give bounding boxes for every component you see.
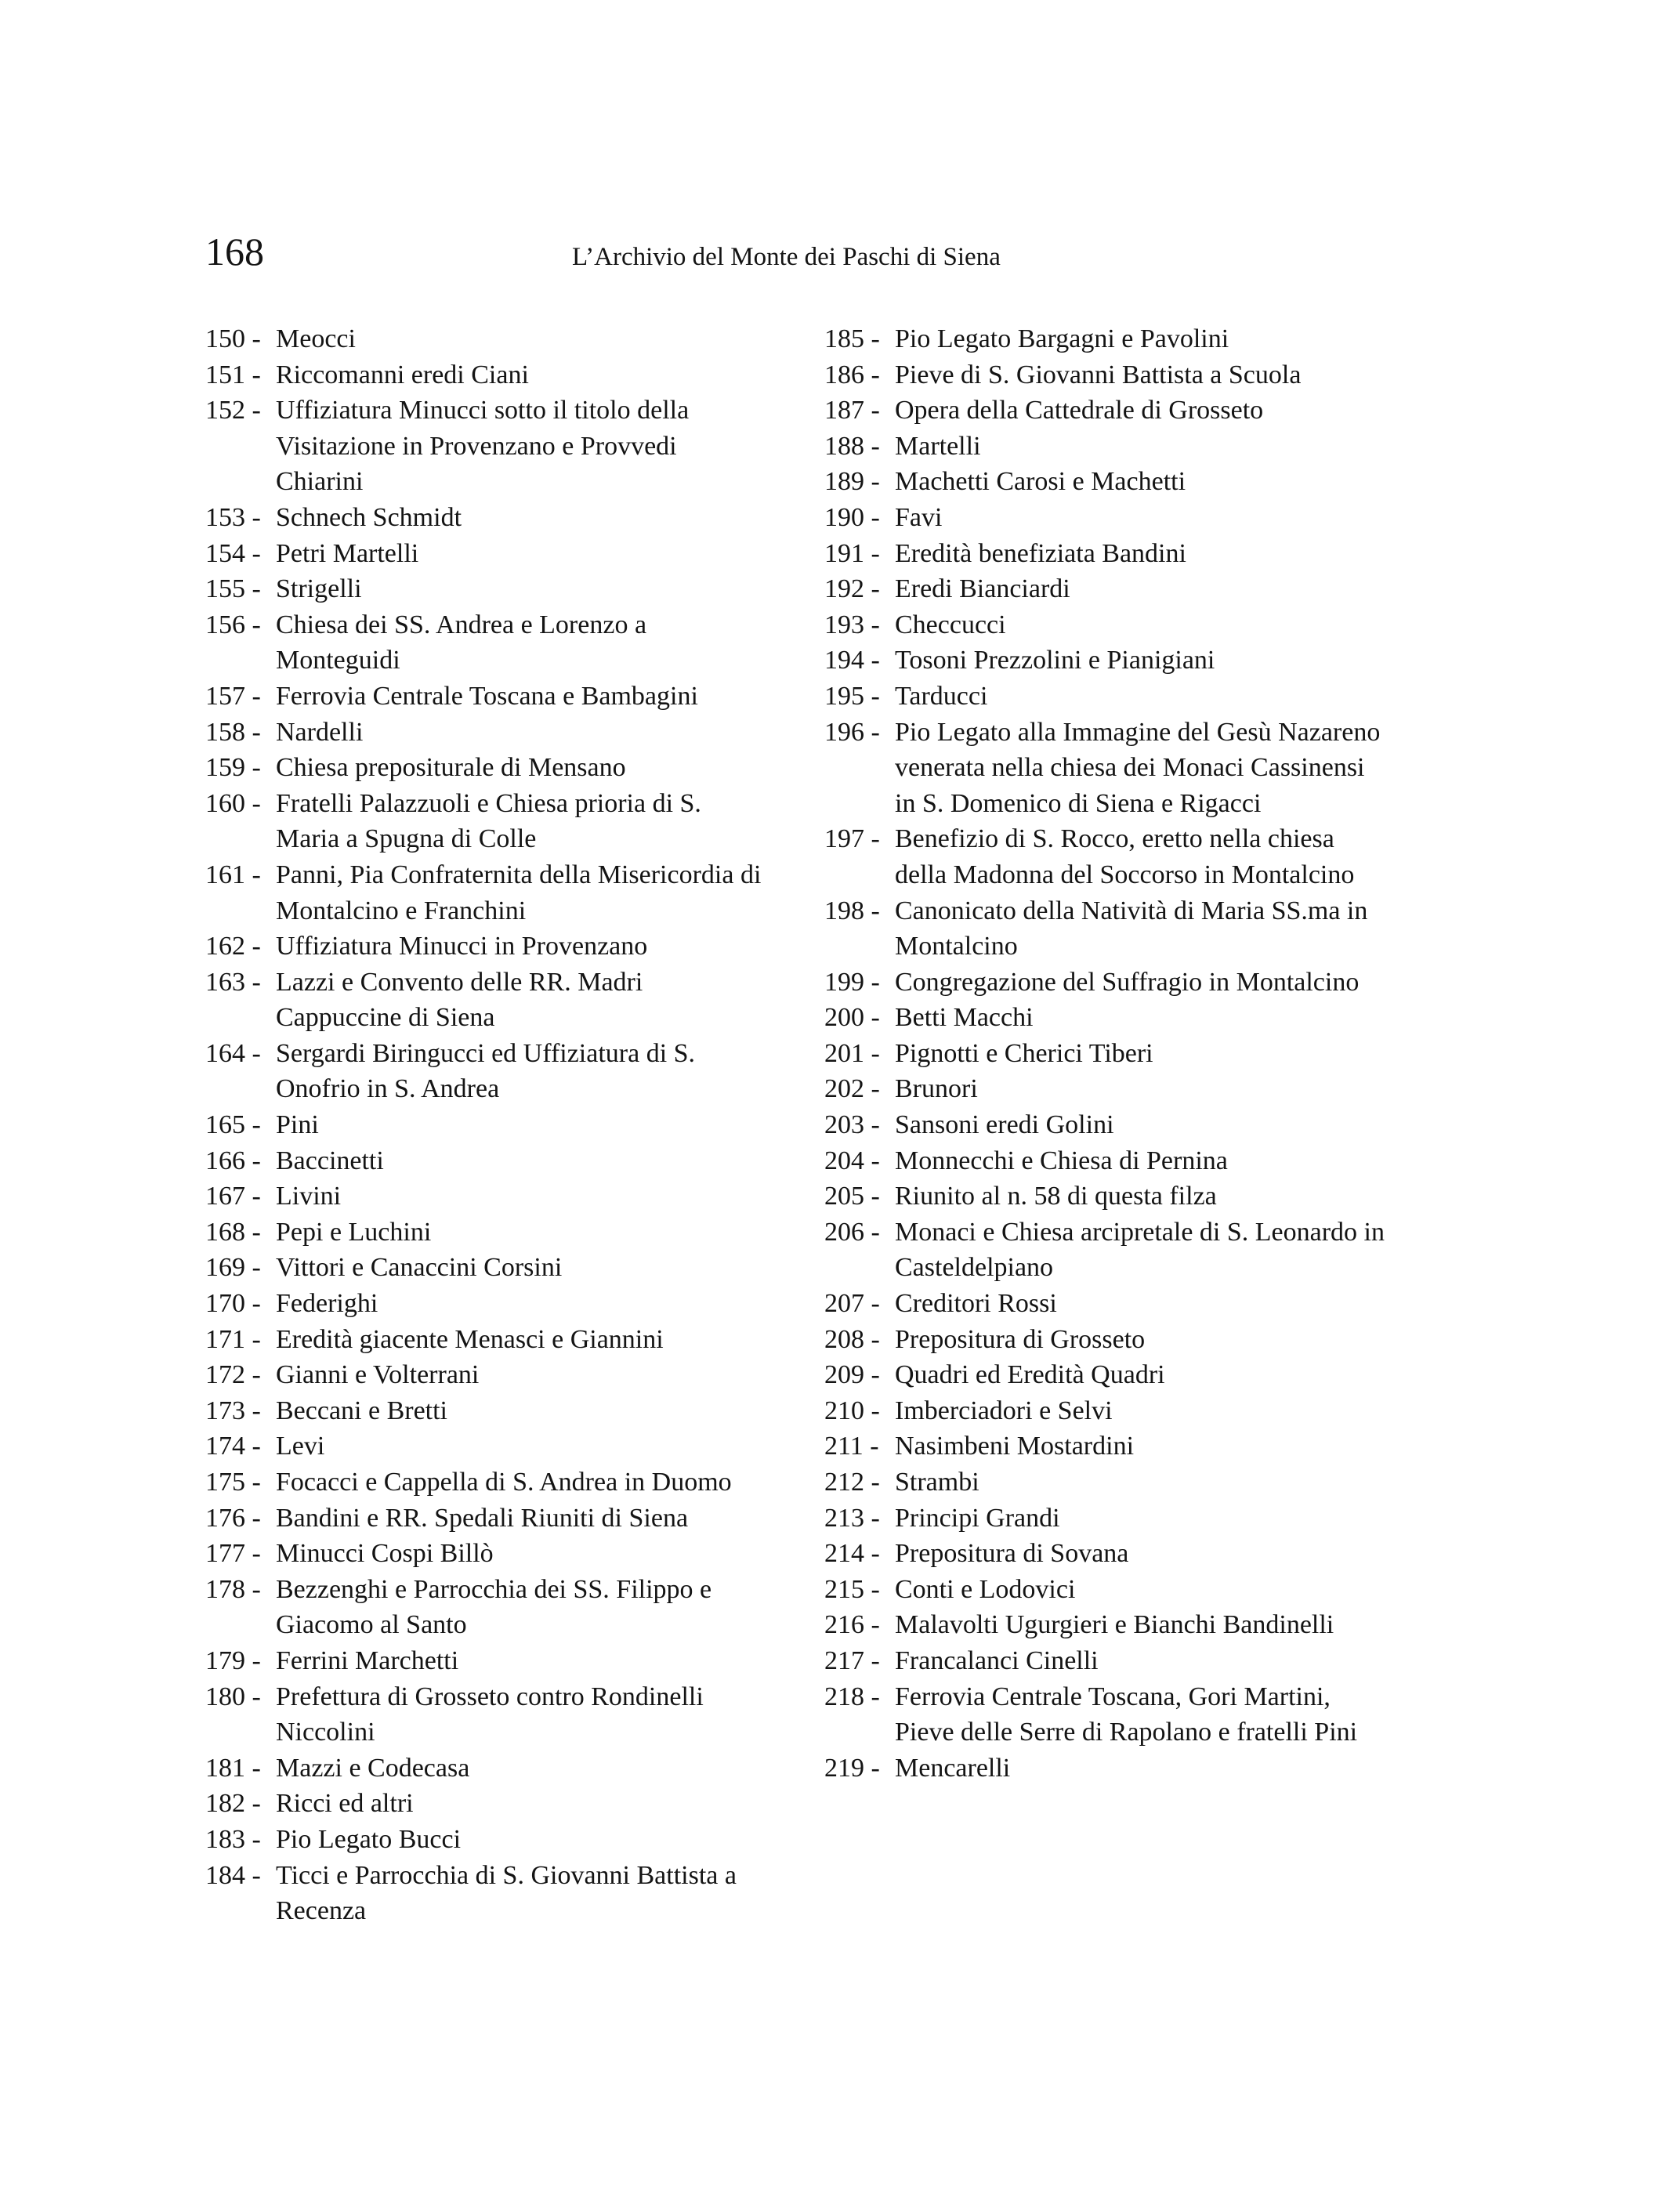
list-item — [824, 1572, 1389, 1608]
list-item — [824, 1357, 1389, 1393]
list-item — [205, 1036, 763, 1107]
entry-title: Beccani e Bretti — [276, 1396, 448, 1425]
entry-number: 185 - — [824, 324, 880, 353]
entry-title: Pini — [276, 1110, 319, 1140]
entry-number: 210 - — [824, 1396, 880, 1425]
list-item — [205, 679, 763, 715]
entry-number: 155 - — [205, 574, 261, 604]
list-item — [205, 1215, 763, 1251]
entry-title: Fratelli Palazzuoli e Chiesa prioria di S. Maria a Spugna di Colle — [276, 788, 701, 854]
entry-title: Prefettura di Grosseto contro Rondinelli Niccolini — [276, 1682, 704, 1747]
entry-number: 211 - — [824, 1432, 879, 1461]
list-item — [205, 1143, 763, 1179]
list-item — [824, 1000, 1389, 1036]
list-item — [824, 1071, 1389, 1107]
list-item — [205, 1357, 763, 1393]
entry-number: 186 - — [824, 360, 880, 389]
list-item — [824, 571, 1389, 607]
entry-number: 160 - — [205, 788, 261, 818]
entry-title: Tarducci — [895, 681, 988, 711]
list-item — [824, 357, 1389, 393]
entry-number: 165 - — [205, 1110, 261, 1140]
entry-number: 169 - — [205, 1253, 261, 1283]
entry-title: Creditori Rossi — [895, 1289, 1057, 1319]
entry-number: 187 - — [824, 396, 880, 425]
list-item — [824, 393, 1389, 429]
entry-number: 158 - — [205, 717, 261, 747]
running-title: L’Archivio del Monte dei Paschi di Siena — [572, 243, 1001, 271]
entry-number: 150 - — [205, 324, 261, 353]
entry-title: Livini — [276, 1182, 342, 1211]
entry-number: 218 - — [824, 1682, 880, 1711]
list-item — [205, 607, 763, 679]
list-item — [205, 1107, 763, 1143]
list-item — [824, 1322, 1389, 1358]
list-item — [824, 1036, 1389, 1072]
entry-number: 192 - — [824, 574, 880, 604]
entry-number: 197 - — [824, 824, 880, 854]
entry-title: Prepositura di Grosseto — [895, 1324, 1146, 1354]
list-item — [205, 750, 763, 786]
left-column-list — [205, 321, 763, 1929]
list-item — [824, 1750, 1389, 1787]
entry-title: Pio Legato alla Immagine del Gesù Nazareno venerata nella chiesa dei Monaci Cassinensi in S. Domenico di Siena e Rigacci — [895, 717, 1381, 818]
entry-title: Nasimbeni Mostardini — [895, 1432, 1135, 1461]
entry-title: Strambi — [895, 1468, 979, 1497]
entry-title: Monnecchi e Chiesa di Pernina — [895, 1146, 1228, 1175]
right-column-list — [824, 321, 1389, 1786]
list-item — [205, 571, 763, 607]
entry-number: 177 - — [205, 1539, 261, 1569]
list-item — [824, 1643, 1389, 1679]
entry-title: Uffiziatura Minucci in Provenzano — [276, 932, 648, 961]
list-item — [824, 1393, 1389, 1429]
entry-number: 199 - — [824, 967, 880, 997]
entry-title: Machetti Carosi e Machetti — [895, 467, 1186, 497]
entry-number: 153 - — [205, 502, 261, 532]
entry-number: 171 - — [205, 1324, 261, 1354]
entry-number: 201 - — [824, 1038, 880, 1068]
entry-title: Tosoni Prezzolini e Pianigiani — [895, 646, 1215, 675]
list-item — [205, 1750, 763, 1787]
entry-number: 175 - — [205, 1468, 261, 1497]
entry-number: 196 - — [824, 717, 880, 747]
entry-number: 167 - — [205, 1182, 261, 1211]
entry-number: 200 - — [824, 1003, 880, 1033]
entry-number: 190 - — [824, 502, 880, 532]
list-item — [205, 536, 763, 572]
page-number: 168 — [205, 230, 264, 273]
entry-title: Levi — [276, 1432, 325, 1461]
entry-number: 168 - — [205, 1217, 261, 1247]
list-item — [824, 715, 1389, 822]
entry-title: Chiesa dei SS. Andrea e Lorenzo a Monteguidi — [276, 610, 647, 675]
entry-number: 152 - — [205, 396, 261, 425]
entry-number: 156 - — [205, 610, 261, 639]
entry-number: 170 - — [205, 1289, 261, 1319]
entry-title: Ticci e Parrocchia di S. Giovanni Battista a Recenza — [276, 1860, 737, 1926]
list-item — [824, 1215, 1389, 1286]
entry-title: Favi — [895, 502, 943, 532]
entry-title: Baccinetti — [276, 1146, 384, 1175]
list-item — [205, 786, 763, 857]
entry-number: 189 - — [824, 467, 880, 497]
list-item — [824, 1107, 1389, 1143]
entry-title: Panni, Pia Confraternita della Misericordia di Montalcino e Franchini — [276, 860, 762, 925]
entry-title: Pio Legato Bucci — [276, 1824, 462, 1854]
entry-title: Imberciadori e Selvi — [895, 1396, 1113, 1425]
entry-number: 217 - — [824, 1646, 880, 1675]
list-item — [824, 464, 1389, 500]
entry-number: 195 - — [824, 681, 880, 711]
entry-title: Malavolti Ugurgieri e Bianchi Bandinelli — [895, 1610, 1334, 1640]
list-item — [824, 1607, 1389, 1643]
entry-title: Quadri ed Eredità Quadri — [895, 1360, 1165, 1390]
entry-number: 188 - — [824, 431, 880, 461]
entry-title: Pignotti e Cherici Tiberi — [895, 1038, 1153, 1068]
entry-number: 157 - — [205, 681, 261, 711]
entry-title: Francalanci Cinelli — [895, 1646, 1099, 1675]
entry-title: Benefizio di S. Rocco, eretto nella chiesa della Madonna del Soccorso in Montalcino — [895, 824, 1355, 889]
list-item — [824, 893, 1389, 965]
entry-number: 198 - — [824, 896, 880, 925]
entry-title: Eredi Bianciardi — [895, 574, 1070, 604]
entry-title: Bezzenghi e Parrocchia dei SS. Filippo e Giacomo al Santo — [276, 1574, 712, 1640]
list-item — [205, 929, 763, 965]
entry-title: Canonicato della Natività di Maria SS.ma in Montalcino — [895, 896, 1368, 961]
entry-number: 183 - — [205, 1824, 261, 1854]
entry-number: 202 - — [824, 1074, 880, 1104]
list-item — [205, 1679, 763, 1750]
entry-title: Mencarelli — [895, 1753, 1011, 1783]
list-item — [205, 1250, 763, 1286]
list-item — [824, 321, 1389, 357]
list-item — [205, 500, 763, 536]
list-item — [205, 1393, 763, 1429]
entry-number: 180 - — [205, 1682, 261, 1711]
entry-number: 208 - — [824, 1324, 880, 1354]
entry-number: 203 - — [824, 1110, 880, 1140]
list-item — [824, 1286, 1389, 1322]
list-item — [205, 1822, 763, 1858]
entry-title: Brunori — [895, 1074, 978, 1104]
entry-number: 215 - — [824, 1574, 880, 1604]
entry-number: 209 - — [824, 1360, 880, 1390]
list-item — [824, 1536, 1389, 1572]
entry-title: Prepositura di Sovana — [895, 1539, 1129, 1569]
entry-title: Chiesa prepositurale di Mensano — [276, 753, 626, 783]
list-item — [824, 1501, 1389, 1537]
entry-title: Meocci — [276, 324, 356, 353]
entry-number: 172 - — [205, 1360, 261, 1390]
list-item — [205, 1322, 763, 1358]
entry-title: Sergardi Biringucci ed Uffiziatura di S. Onofrio in S. Andrea — [276, 1038, 696, 1104]
entry-number: 204 - — [824, 1146, 880, 1175]
entry-title: Focacci e Cappella di S. Andrea in Duomo — [276, 1468, 732, 1497]
entry-title: Bandini e RR. Spedali Riuniti di Siena — [276, 1503, 689, 1533]
entry-title: Pio Legato Bargagni e Pavolini — [895, 324, 1229, 353]
entry-title: Mazzi e Codecasa — [276, 1753, 470, 1783]
entry-title: Martelli — [895, 431, 981, 461]
entry-title: Checcucci — [895, 610, 1006, 639]
list-item — [205, 1643, 763, 1679]
entry-number: 151 - — [205, 360, 261, 389]
entry-number: 184 - — [205, 1860, 261, 1890]
entry-title: Sansoni eredi Golini — [895, 1110, 1114, 1140]
list-item — [824, 1428, 1389, 1464]
entry-title: Strigelli — [276, 574, 362, 604]
entry-title: Eredità giacente Menasci e Giannini — [276, 1324, 664, 1354]
entry-title: Lazzi e Convento delle RR. Madri Cappuccine di Siena — [276, 967, 643, 1033]
entry-title: Schnech Schmidt — [276, 502, 462, 532]
list-item — [205, 1786, 763, 1822]
entry-number: 154 - — [205, 538, 261, 568]
list-item — [205, 1858, 763, 1929]
entry-number: 194 - — [824, 646, 880, 675]
list-item — [205, 1501, 763, 1537]
list-item — [205, 357, 763, 393]
list-item — [205, 715, 763, 751]
entry-number: 159 - — [205, 753, 261, 783]
list-item — [205, 1464, 763, 1501]
list-item — [824, 679, 1389, 715]
entry-title: Ferrini Marchetti — [276, 1646, 459, 1675]
list-item — [824, 965, 1389, 1001]
entry-title: Minucci Cospi Billò — [276, 1539, 494, 1569]
entry-number: 207 - — [824, 1289, 880, 1319]
entry-number: 214 - — [824, 1539, 880, 1569]
entry-number: 205 - — [824, 1182, 880, 1211]
entry-number: 193 - — [824, 610, 880, 639]
entry-title: Ferrovia Centrale Toscana, Gori Martini, Pieve delle Serre di Rapolano e fratelli Pini — [895, 1682, 1358, 1747]
entry-number: 161 - — [205, 860, 261, 889]
list-item — [824, 429, 1389, 465]
entry-title: Pieve di S. Giovanni Battista a Scuola — [895, 360, 1302, 389]
entry-number: 206 - — [824, 1217, 880, 1247]
list-item — [205, 1286, 763, 1322]
entry-number: 213 - — [824, 1503, 880, 1533]
list-item — [205, 321, 763, 357]
entry-title: Uffiziatura Minucci sotto il titolo della Visitazione in Provenzano e Provvedi Chiarini — [276, 396, 690, 497]
list-item — [824, 500, 1389, 536]
entry-title: Eredità benefiziata Bandini — [895, 538, 1186, 568]
list-item — [824, 1143, 1389, 1179]
entry-title: Congregazione del Suffragio in Montalcino — [895, 967, 1360, 997]
list-item — [205, 1428, 763, 1464]
entry-title: Monaci e Chiesa arcipretale di S. Leonardo in Casteldelpiano — [895, 1217, 1385, 1283]
entry-number: 162 - — [205, 932, 261, 961]
entry-number: 178 - — [205, 1574, 261, 1604]
entry-number: 173 - — [205, 1396, 261, 1425]
entry-number: 176 - — [205, 1503, 261, 1533]
list-item — [205, 1536, 763, 1572]
entry-number: 219 - — [824, 1753, 880, 1783]
entry-number: 181 - — [205, 1753, 261, 1783]
entry-title: Ricci ed altri — [276, 1789, 414, 1819]
list-item — [205, 393, 763, 500]
entry-number: 179 - — [205, 1646, 261, 1675]
entry-number: 164 - — [205, 1038, 261, 1068]
list-item — [205, 1572, 763, 1643]
entry-title: Riunito al n. 58 di questa filza — [895, 1182, 1217, 1211]
entry-number: 166 - — [205, 1146, 261, 1175]
list-item — [824, 607, 1389, 643]
list-item — [205, 965, 763, 1036]
entry-number: 182 - — [205, 1789, 261, 1819]
entry-title: Betti Macchi — [895, 1003, 1034, 1033]
entry-title: Nardelli — [276, 717, 364, 747]
entry-number: 174 - — [205, 1432, 261, 1461]
list-item — [824, 1679, 1389, 1750]
entry-title: Petri Martelli — [276, 538, 419, 568]
list-item — [205, 857, 763, 929]
list-item — [824, 643, 1389, 679]
entry-number: 216 - — [824, 1610, 880, 1640]
entry-title: Principi Grandi — [895, 1503, 1060, 1533]
entry-number: 163 - — [205, 967, 261, 997]
entry-title: Conti e Lodovici — [895, 1574, 1076, 1604]
entry-title: Vittori e Canaccini Corsini — [276, 1253, 563, 1283]
list-item — [824, 821, 1389, 892]
entry-title: Ferrovia Centrale Toscana e Bambagini — [276, 681, 698, 711]
list-item — [205, 1178, 763, 1215]
entry-title: Riccomanni eredi Ciani — [276, 360, 529, 389]
entry-number: 212 - — [824, 1468, 880, 1497]
entry-title: Gianni e Volterrani — [276, 1360, 480, 1390]
entry-number: 191 - — [824, 538, 880, 568]
list-item — [824, 536, 1389, 572]
entry-title: Opera della Cattedrale di Grosseto — [895, 396, 1264, 425]
entry-title: Pepi e Luchini — [276, 1217, 432, 1247]
list-item — [824, 1464, 1389, 1501]
entry-title: Federighi — [276, 1289, 378, 1319]
list-item — [824, 1178, 1389, 1215]
